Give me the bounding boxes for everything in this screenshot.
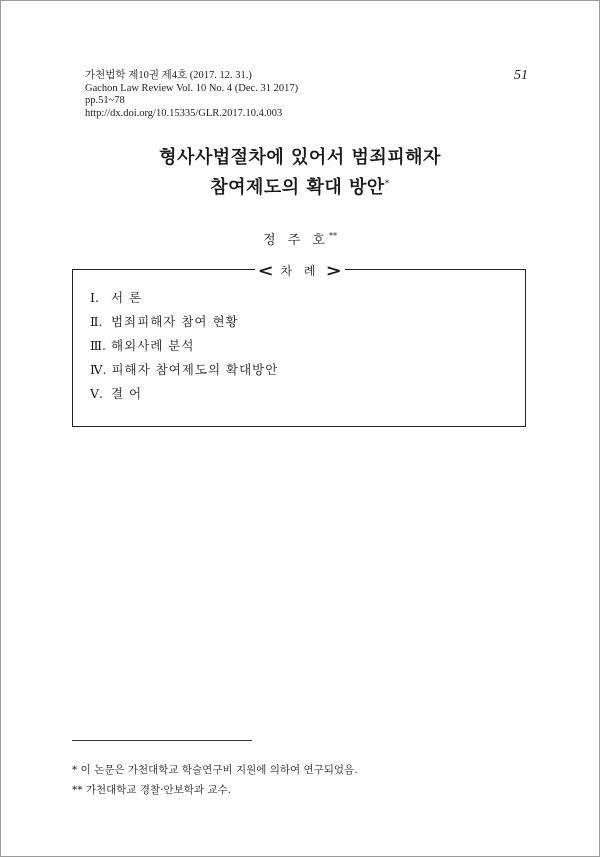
- author: [0, 229, 600, 248]
- title-line-1: [0, 143, 600, 169]
- journal-english: Gachon Law Review Vol. 10 No. 4 (Dec. 31 2017): [85, 82, 299, 94]
- chevron-left-icon: <: [257, 261, 275, 280]
- toc-item-number: Ⅱ.: [90, 314, 103, 329]
- toc-item-label: 해외사례 분석: [111, 338, 195, 353]
- journal-korean: 가천법학 제10권 제4호 (2017. 12. 31.): [85, 70, 252, 81]
- doi-link[interactable]: http://dx.doi.org/10.15335/GLR.2017.10.4.003: [85, 107, 283, 119]
- toc-item-number: Ⅲ.: [90, 338, 107, 353]
- title-footnote-mark[interactable]: *: [384, 179, 390, 189]
- toc-item-number: Ⅰ.: [90, 290, 99, 305]
- toc-item-label: 피해자 참여제도의 확대방안: [111, 362, 279, 377]
- toc-heading: 차 례: [280, 264, 320, 278]
- page-range: pp.51~78: [85, 95, 125, 106]
- toc-item-3[interactable]: [90, 334, 278, 358]
- toc-list: [90, 286, 278, 406]
- footnotes: [72, 760, 358, 800]
- footnote-2: ** 가천대학교 경찰·안보학과 교수.: [72, 784, 232, 796]
- title-line-2-text: 참여제도의 확대 방안: [210, 177, 385, 198]
- author-footnote-mark[interactable]: **: [328, 231, 337, 241]
- footnote-1: * 이 논문은 가천대학교 학술연구비 지원에 의하여 연구되었음.: [72, 764, 358, 776]
- toc-item-5[interactable]: [90, 382, 278, 406]
- journal-meta: [85, 70, 298, 120]
- toc-item-label: 범죄피해자 참여 현황: [110, 314, 239, 329]
- toc-item-1[interactable]: [90, 286, 278, 310]
- title-line-2: [0, 173, 600, 199]
- toc-item-number: Ⅴ.: [90, 386, 104, 401]
- author-name: 정 주 호: [263, 233, 329, 248]
- toc-item-number: Ⅳ.: [90, 362, 107, 377]
- toc-item-label: 서 론: [110, 290, 143, 305]
- toc-item-2[interactable]: [90, 310, 278, 334]
- page-number: 51: [514, 68, 528, 83]
- toc-item-label: 결 어: [110, 386, 143, 401]
- title-line-1-text: 형사사법절차에 있어서 범죄피해자: [159, 147, 441, 168]
- toc-header: [0, 260, 600, 279]
- chevron-right-icon: >: [325, 261, 343, 280]
- footnote-divider: [72, 740, 252, 741]
- toc-item-4[interactable]: [90, 358, 278, 382]
